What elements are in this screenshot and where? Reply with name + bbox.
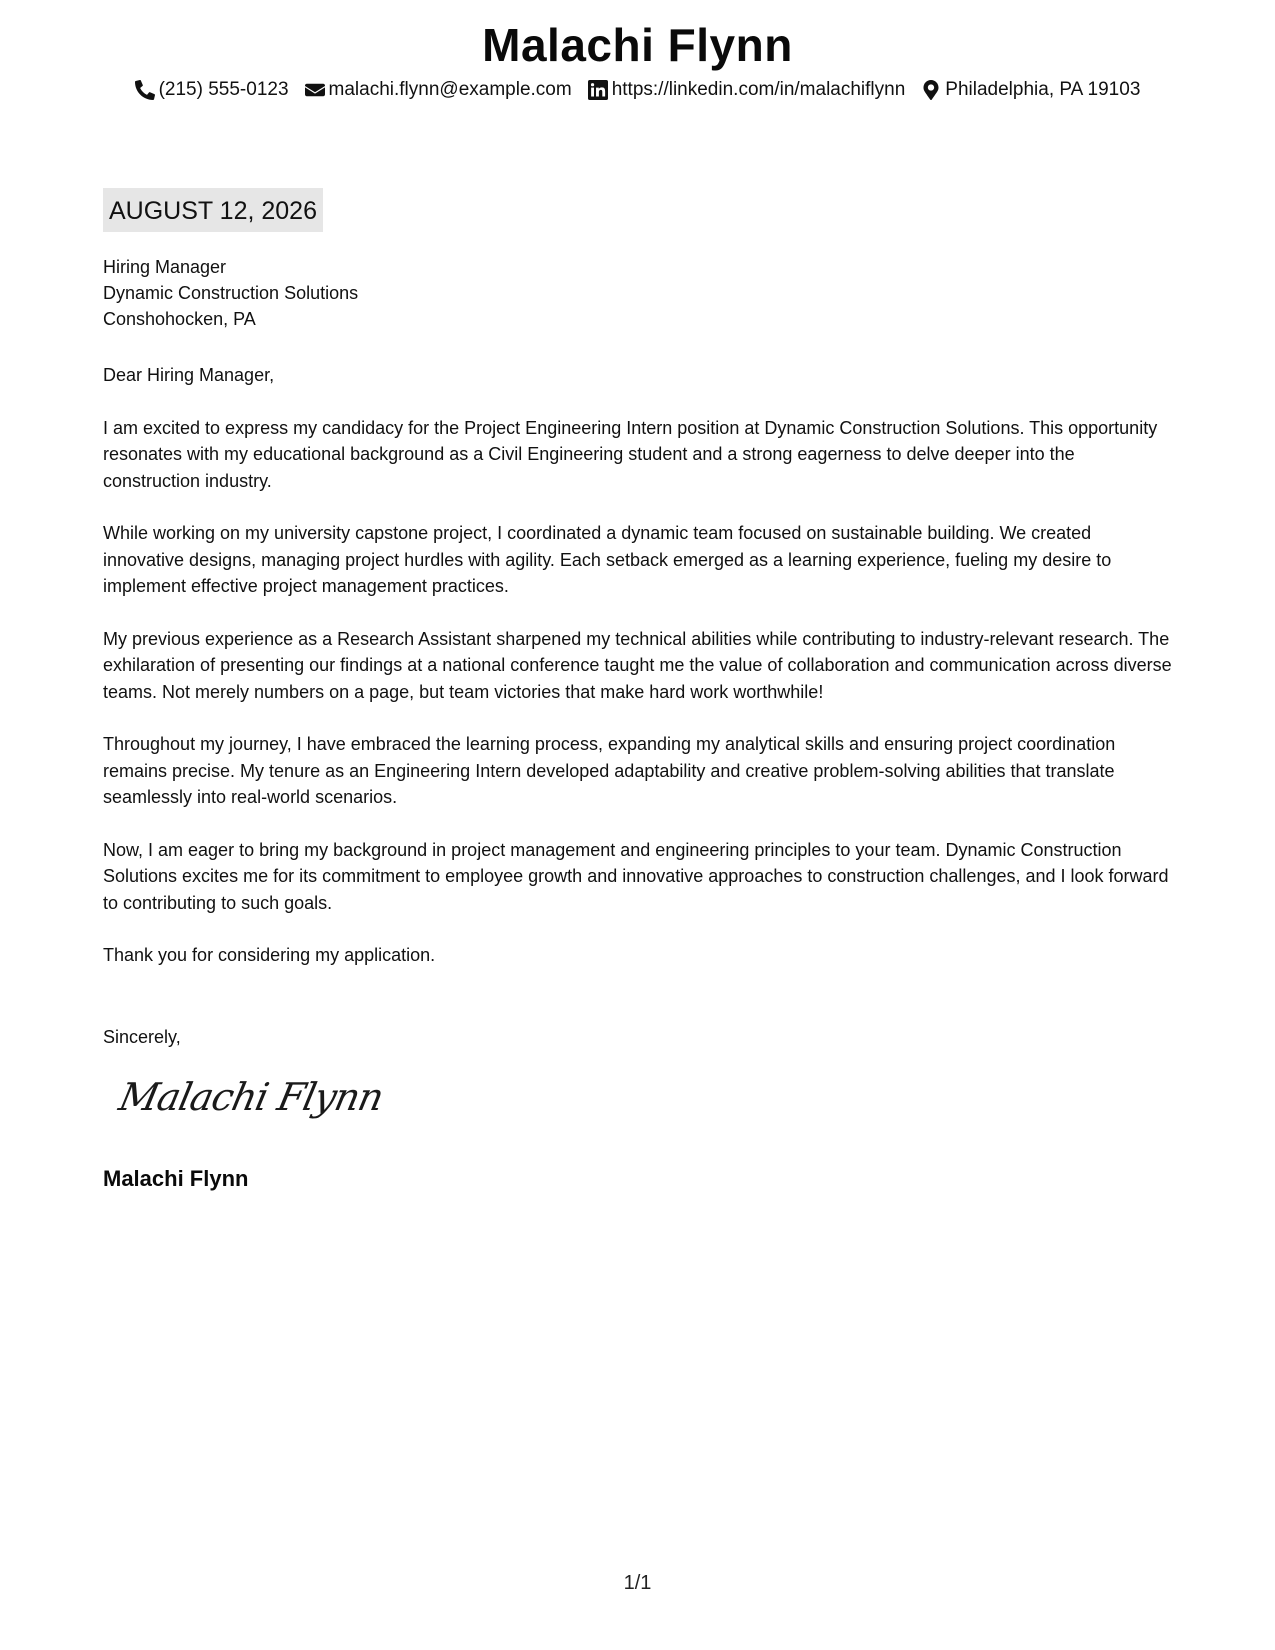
recipient-city: Conshohocken, PA [103, 309, 256, 329]
email-link[interactable]: malachi.flynn@example.com [328, 79, 572, 100]
letter-date: AUGUST 12, 2026 [103, 188, 323, 232]
linkedin-link[interactable]: https://linkedin.com/in/malachiflynn [611, 79, 906, 100]
contact-phone [135, 79, 289, 101]
phone-icon [135, 80, 155, 100]
signed-name: Malachi Flynn [103, 1166, 249, 1191]
map-marker-icon [921, 80, 941, 100]
paragraph: While working on my university capstone project, I coordinated a dynamic team focused on sustainable building. We created innovative designs, managing project hurdles with agility. Each setback emerged as a learning experience, fueling my desire to implement effective project management practices. [103, 523, 1112, 596]
contact-linkedin [588, 79, 906, 101]
location-text: Philadelphia, PA 19103 [945, 79, 1141, 100]
contact-location [921, 79, 1140, 101]
recipient-company: Dynamic Construction Solutions [103, 283, 359, 303]
phone-text: (215) 555-0123 [158, 79, 289, 100]
paragraph: Throughout my journey, I have embraced the learning process, expanding my analytical skills and ensuring project coordination remains precise. My tenure as an Engineering Intern developed adaptability and creative problem-solving abilities that translate seamlessly into real-world scenarios. [103, 734, 1116, 807]
recipient-block [103, 254, 358, 332]
paragraph: I am excited to express my candidacy for the Project Engineering Intern position at Dynamic Construction Solutions. This opportunity resonates with my educational background as a Civil Engineering student and a strong eagerness to delve deeper into the construction industry. [103, 417, 1158, 491]
contact-bar [0, 79, 1275, 101]
contact-email [305, 79, 572, 101]
paragraph: My previous experience as a Research Assistant sharpened my technical abilities while contributing to industry-relevant research. The exhilaration of presenting our findings at a national conference taught me the value of collaboration and communication across diverse teams. Not merely numbers on a page, but team victories that make hard work worthwhile! [103, 628, 1172, 702]
closing: Sincerely, [103, 1027, 181, 1047]
applicant-name: Malachi Flynn [482, 19, 793, 71]
letter-body [103, 362, 1173, 995]
paragraph: Now, I am eager to bring my background in project management and engineering principles to your team. Dynamic Construction Solutions excites me for its commitment to employee growth and innovative approaches to construction challenges, and I look forward to contributing to such goals. [103, 839, 1169, 913]
linkedin-icon [588, 80, 608, 100]
handwritten-signature: Malachi Flynn [115, 1075, 387, 1119]
paragraph: Thank you for considering my application. [103, 945, 436, 965]
recipient-title: Hiring Manager [103, 257, 227, 277]
page-number: 1/1 [623, 1572, 652, 1594]
salutation: Dear Hiring Manager, [103, 365, 275, 385]
envelope-icon [305, 80, 325, 100]
